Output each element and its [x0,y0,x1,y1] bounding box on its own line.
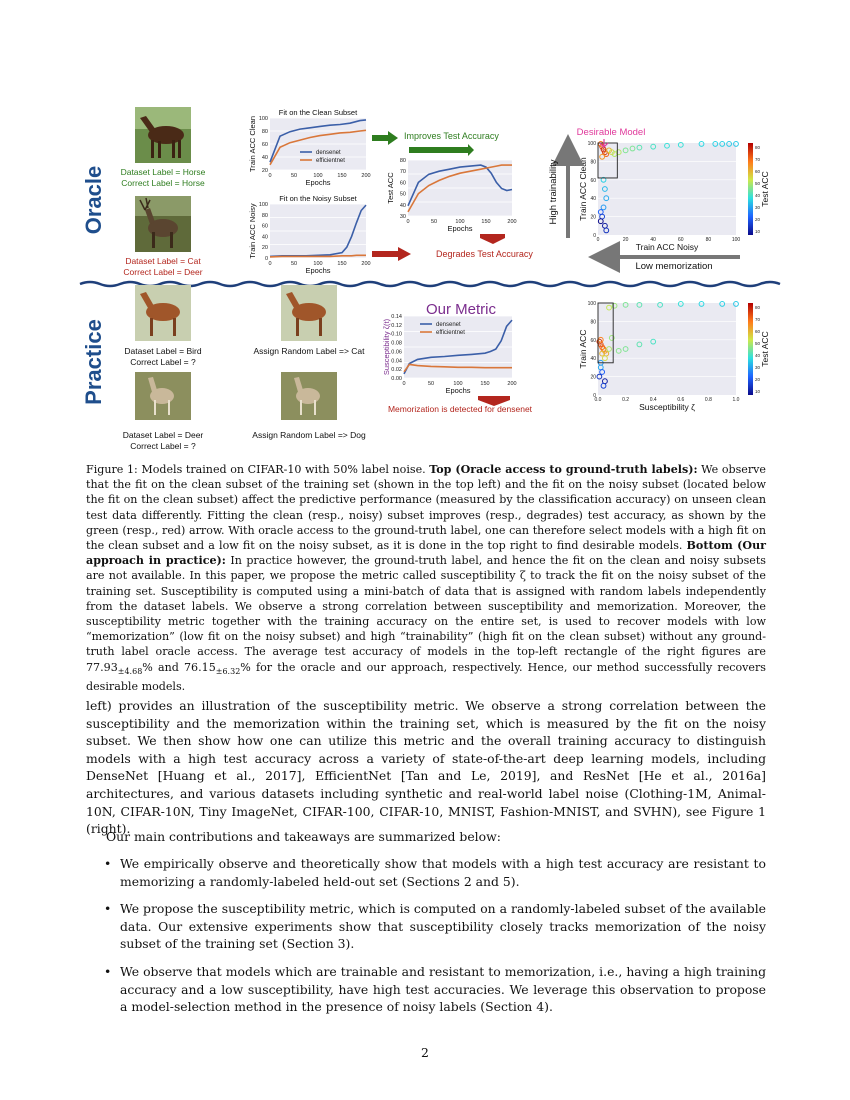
our-metric-title: Our Metric [425,301,497,318]
y-tick-label: 0.14 [391,314,402,320]
scatter-practice [578,301,770,412]
x-tick-label: 200 [361,173,371,179]
y-tick-label: 40 [261,155,268,161]
body-paragraph-1: left) provides an illustration of the susceptibility metric. We observe a strong correlation between the susceptibility and the memorization within the training set, which is measured by the fit on the noisy subset. We then show how one can utilize this metric and the overall training accuracy to distinguish models with a high test accuracy across a variety of state-of-the-art deep learning models, including DenseNet [Huang et al., 2017], EfficientNet [Tan and Le, 2019], and ResNet [He et al., 2016a] architectures, and various datasets including synthetic and real-world label noise (Clothing-1M, Animal-10N, CIFAR-10N, Tiny ImageNet, CIFAR-100, CIFAR-10, MNIST, Fashion-MNIST, and SVHN), see Figure 1 (right). [86,698,766,837]
oracle-deer-image [135,196,191,252]
x-tick-label: 150 [337,261,347,267]
x-axis-label: Epochs [305,178,331,187]
y-tick-label: 40 [590,356,596,363]
contributions-list [86,855,766,1026]
caption-acc2: 76.15 [184,660,216,674]
improves-arrow [372,131,499,156]
legend-label: efficientnet [436,330,465,336]
x-tick-label: 200 [507,219,517,225]
degrades-text: Degrades Test Accuracy [436,249,533,259]
oracle-img1-label2: Correct Label = Horse [121,178,205,188]
colorbar-tick-label: 50 [755,181,761,186]
practice-img2-label2: Correct Label = ? [130,441,196,451]
y-tick-label: 80 [399,158,406,164]
page-number: 2 [421,1045,429,1060]
y-axis-label: Susceptibility ζ(t) [382,318,391,376]
y-tick-label: 80 [261,212,268,219]
y-tick-label: 20 [261,168,268,174]
plot-fit-clean [248,108,371,187]
x-tick-label: 100 [313,173,323,179]
practice-img2-label1: Dataset Label = Deer [122,430,204,440]
colorbar-tick-label: 70 [755,317,761,322]
colorbar-tick-label: 10 [755,389,761,394]
y-tick-label: 80 [590,159,596,166]
x-tick-label: 50 [290,261,298,267]
figure-caption [86,462,766,694]
colorbar-tick-label: 20 [755,377,761,382]
plot-area [598,143,736,235]
x-axis-label: Epochs [305,266,331,275]
caption-acc1: 77.93 [86,660,118,674]
x-tick-label: 50 [290,173,298,179]
plot-susceptibility [382,314,517,395]
high-trainability-text: High trainability [548,159,559,225]
y-axis-label: Train ACC Noisy [248,203,257,259]
x-tick-label: 150 [481,219,491,225]
y-tick-label: 0 [593,393,596,399]
caption-prefix: Figure 1: Models trained on CIFAR-10 with 50% label noise. [86,463,430,476]
list-item: • We empirically observe and theoretically show that models with a high test accuracy are resistant to memorizing a randomly-labeled held-out set (Sections 2 and 5). [104,856,766,889]
x-tick-label: 100 [455,219,465,225]
x-axis-label: Susceptibility ζ [639,402,695,412]
colorbar [748,143,753,235]
x-tick-label: 150 [337,173,347,179]
practice-deer-image [135,372,191,420]
practice-img1-label2: Correct Label = ? [130,357,196,367]
caption-bottom-heading: Bottom (Our approach in practice): [86,539,766,568]
y-axis-label: Test ACC [386,172,395,204]
x-tick-label: 200 [361,261,371,267]
oracle-img2-label1: Dataset Label = Cat [125,256,201,266]
colorbar-tick-label: 60 [755,329,761,334]
y-tick-label: 40 [590,196,596,203]
y-tick-label: 60 [590,177,596,184]
colorbar-tick-label: 40 [755,193,761,198]
y-tick-label: 20 [261,245,268,252]
y-tick-label: 60 [590,337,596,344]
y-tick-label: 0.04 [391,358,402,365]
caption-bottom-text: In practice however, the ground-truth label, and hence the fit on the clean and noisy subsets are not available. In this paper, we propose the metric called susceptibility ζ to track the fit on the noisy subset of the training set. Susceptibility is computed using a mini-batch of data that is assigned with random labels independently from the dataset labels. We observe a strong correlation between susceptibility and memorization. Moreover, the susceptibility metric together with the training accuracy on the entire set, is used to recover models with low “memorization” (low fit on the noisy subset) and high “trainability” (high fit on the clean subset) without any ground-truth label oracle access. The average test accuracy of models in the top-left rectangle of the right figures are [86,554,766,659]
low-memorization-text: Low memorization [635,261,713,272]
colorbar-tick-label: 40 [755,353,761,358]
y-tick-label: 30 [399,214,406,220]
body-paragraph-2: Our main contributions and takeaways are summarized below: [106,829,501,844]
oracle-img1-label1: Dataset Label = Horse [120,167,206,177]
y-tick-label: 80 [261,129,268,135]
plot-title: Fit on the Noisy Subset [279,194,357,203]
colorbar-tick-label: 80 [755,145,761,150]
y-tick-label: 60 [261,142,268,148]
practice-horse-image [135,285,191,341]
practice-img1-label1: Dataset Label = Bird [124,346,202,356]
oracle-img2-label2: Correct Label = Deer [123,267,203,277]
x-tick-label: 100 [313,261,323,267]
y-tick-label: 100 [587,141,596,147]
oracle-horse-image [135,107,191,163]
x-axis-label: Train ACC Noisy [635,242,699,252]
y-tick-label: 100 [258,202,268,208]
y-tick-label: 0 [264,256,268,262]
colorbar-tick-label: 30 [755,205,761,210]
y-tick-label: 60 [399,180,406,187]
x-tick-label: 150 [480,381,490,387]
x-tick-label: 0 [268,261,272,267]
x-tick-label: 0.2 [622,397,630,403]
y-tick-label: 0.02 [391,367,402,374]
y-tick-label: 60 [261,223,268,230]
x-tick-label: 1.0 [732,397,740,403]
random-horse-image [281,285,337,341]
figure-1 [0,0,850,460]
colorbar-tick-label: 20 [755,217,761,222]
y-tick-label: 0 [593,233,596,239]
x-tick-label: 0 [596,237,600,243]
memorization-text: Memorization is detected for densenet [387,404,533,414]
x-tick-label: 60 [678,237,684,243]
caption-mid: % and [142,660,184,674]
bullet-text: We propose the susceptibility metric, which is computed on a randomly-labeled subset of the available data. Our extensive experiments show that susceptibility closely tracks memorization of the noisy subset of the training set (Section 3). [120,901,766,952]
caption-end: % for the oracle and our approach, respectively. Hence, our method successfully recovers desirable models. [86,660,766,694]
desirable-model-text: Desirable Model [576,127,646,138]
caption-acc2-std: ±6.32 [215,666,241,676]
x-tick-label: 0.8 [704,397,712,403]
x-tick-label: 0 [268,173,272,179]
oracle-label: Oracle [81,165,106,235]
caption-acc1-std: ±4.68 [117,666,143,676]
y-axis-label: Train ACC [578,329,588,369]
caption-top-text: We observe that the fit on the clean subset of the training set (shown in the top left) and the fit on the noisy subset (located below the fit on the clean subset) affect the predictive performance (measured by the classification accuracy) on unseen clean test data differently. Fitting the clean (resp., noisy) subset improves (resp., degrades) test accuracy, as shown by the green (resp., red) arrow. With oracle access to the ground-truth label, one can therefore select models with a high fit on the clean subset and a low fit on the noisy subset, as it is done in the top right to find desirable models. [86,463,766,553]
scatter-oracle [578,141,770,252]
x-tick-label: 0.6 [677,397,685,403]
x-tick-label: 20 [622,237,629,243]
random-deer-image [281,372,337,420]
y-axis-label: Train ACC Clean [248,116,257,172]
list-item: • We propose the susceptibility metric, which is computed on a randomly-labeled subset of the available data. Our extensive experiments show that susceptibility closely tracks memorization of the noisy subset of the training set (Section 3). [104,901,766,952]
colorbar-tick-label: 10 [755,229,761,234]
x-tick-label: 0.0 [594,397,602,403]
y-tick-label: 40 [261,234,268,241]
low-memorization-arrow [604,257,740,272]
x-tick-label: 0 [406,219,410,225]
colorbar-tick-label: 70 [755,157,761,162]
list-item: • We observe that models which are trainable and resistant to memorization, i.e., having a high training accuracy and a low susceptibility, have high test accuracies. We leverage this observation to propose a model-selection method in the presence of noisy labels (Section 4). [104,963,766,1015]
x-tick-label: 200 [507,381,517,387]
x-tick-label: 0.4 [649,397,657,403]
x-tick-label: 100 [731,237,741,243]
high-trainability-arrow [548,150,568,238]
colorbar-label: Test ACC [760,171,770,207]
plot-fit-noisy [248,194,371,275]
legend-label: efficientnet [316,158,345,164]
x-axis-label: Epochs [447,224,473,233]
colorbar-tick-label: 50 [755,341,761,346]
y-tick-label: 70 [399,169,406,176]
legend-label: densenet [436,322,461,328]
x-tick-label: 50 [430,219,438,225]
plot-title: Fit on the Clean Subset [278,108,358,117]
y-tick-label: 0.08 [391,340,402,347]
bullet-text: We empirically observe and theoretically show that models with a high test accuracy are resistant to memorizing a randomly-labeled held-out set (Sections 2 and 5). [120,856,766,889]
plot-test-acc [386,158,517,233]
random-label-2: Assign Random Label => Dog [252,430,366,440]
colorbar-tick-label: 80 [755,305,761,310]
legend-label: densenet [316,150,341,156]
x-tick-label: 80 [705,237,712,243]
x-tick-label: 40 [650,237,656,243]
y-tick-label: 0.12 [391,322,402,329]
improves-text: Improves Test Accuracy [404,131,499,141]
y-tick-label: 0.10 [391,331,402,338]
colorbar-tick-label: 30 [755,365,761,370]
y-tick-label: 50 [399,191,406,198]
x-tick-label: 0 [402,381,406,387]
x-tick-label: 50 [427,381,435,387]
colorbar-tick-label: 60 [755,169,761,174]
practice-label: Practice [81,319,106,405]
y-tick-label: 20 [590,214,596,221]
plot-area [598,303,736,395]
y-tick-label: 0.06 [391,349,402,356]
y-tick-label: 100 [258,116,268,122]
colorbar-label: Test ACC [760,331,770,367]
y-tick-label: 40 [399,202,406,209]
random-label-1: Assign Random Label => Cat [253,346,365,356]
y-tick-label: 80 [590,319,596,326]
y-axis-label: Train ACC Clean [578,157,588,221]
y-tick-label: 20 [590,374,596,381]
caption-top-heading: Top (Oracle access to ground-truth labels): [429,463,698,476]
x-axis-label: Epochs [445,386,471,395]
y-tick-label: 0.00 [391,376,402,382]
y-tick-label: 100 [587,301,596,307]
colorbar [748,303,753,395]
degrades-arrow [372,234,533,261]
x-tick-label: 100 [453,381,463,387]
bullet-text: We observe that models which are trainable and resistant to memorization, i.e., having a high training accuracy and a low susceptibility, have high test accuracies. We leverage this observation to propose a model-selection method in the presence of noisy labels (Section 4). [120,963,766,1015]
